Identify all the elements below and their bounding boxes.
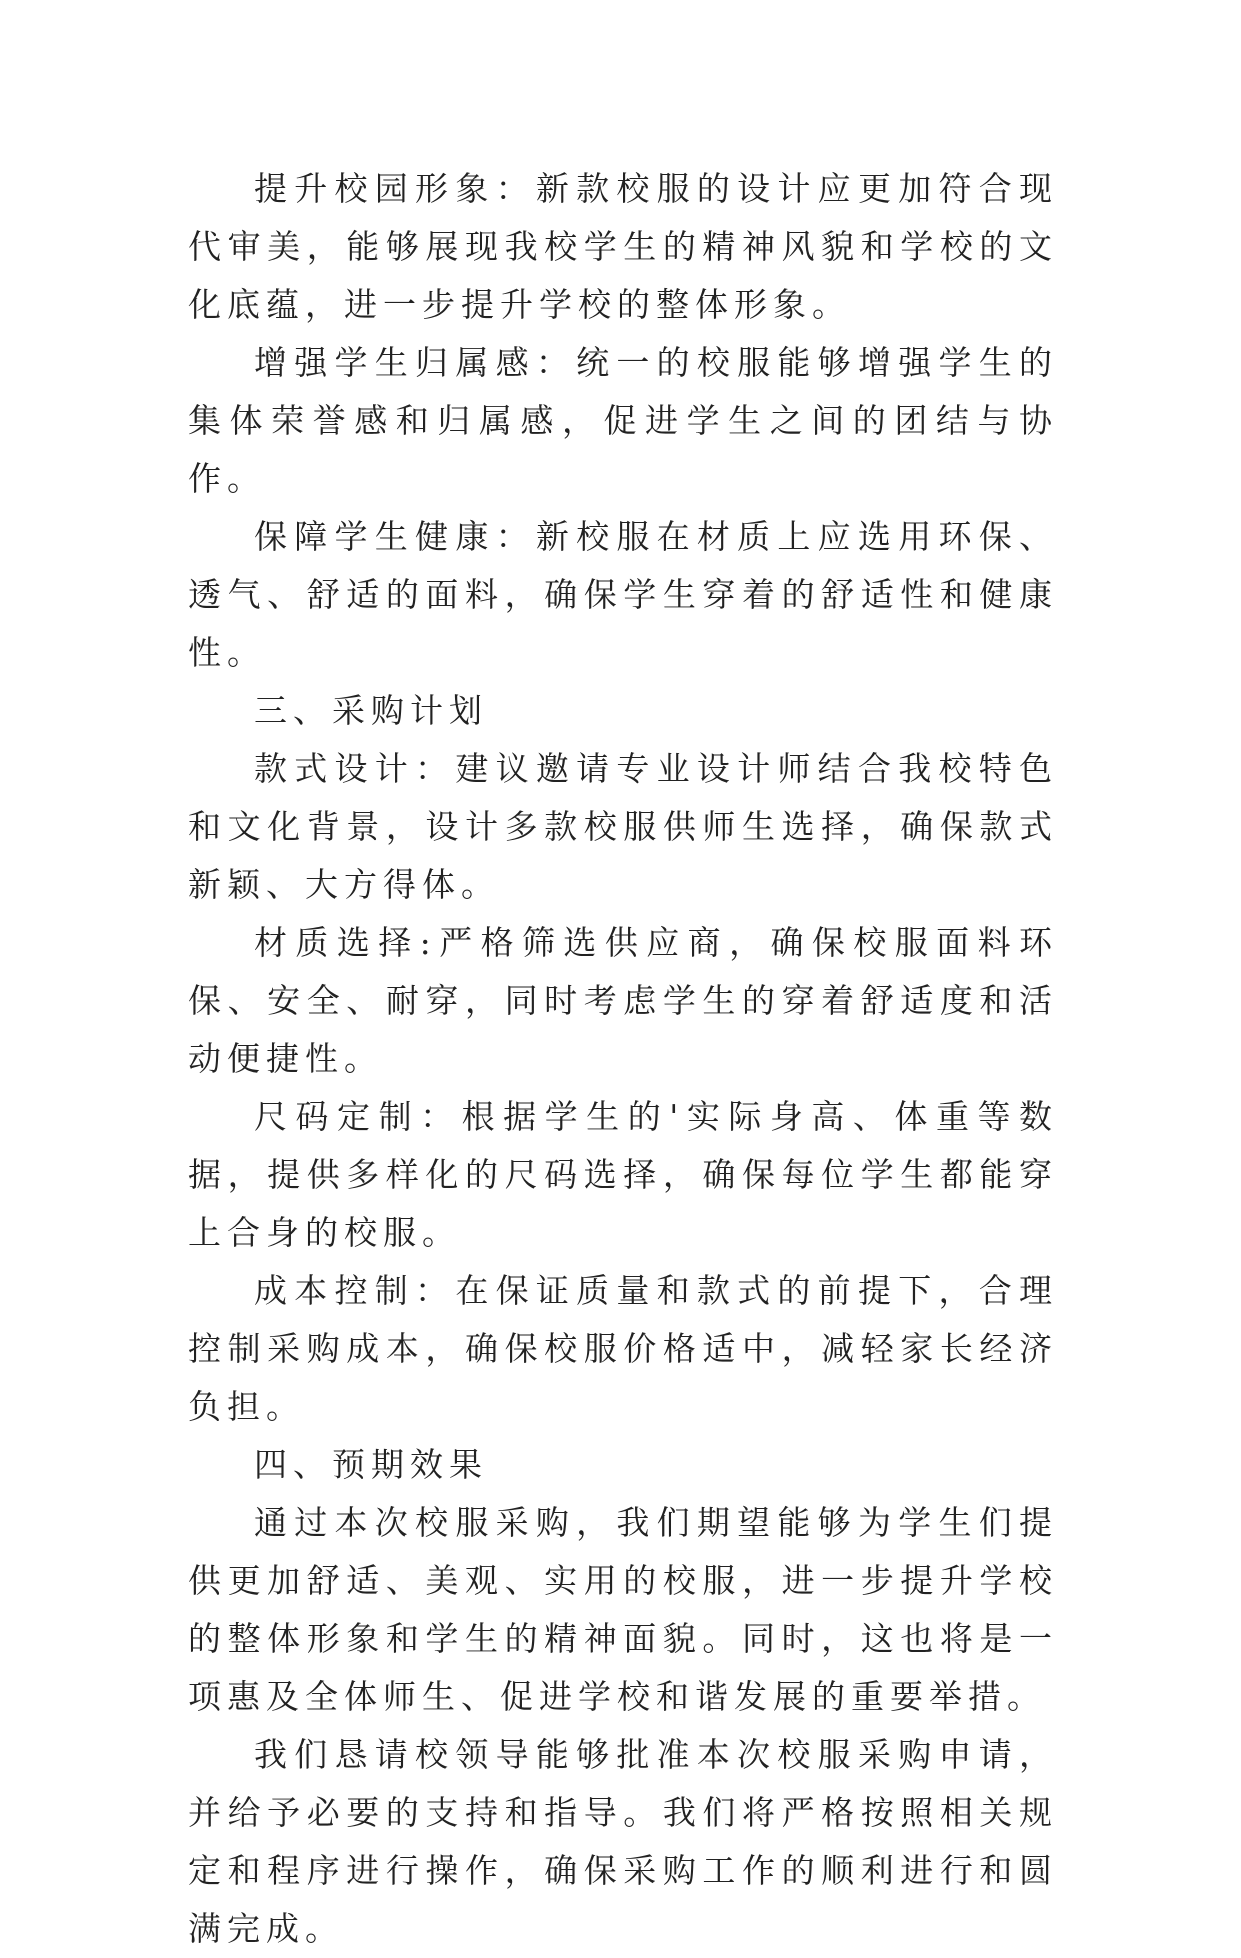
paragraph-expected-effect: 通过本次校服采购，我们期望能够为学生们提供更加舒适、美观、实用的校服，进一步提升学校的整体形象和学生的精神面貌。同时，这也将是一项惠及全体师生、促进学校和谐发展的重要举措。 (188, 1503, 1058, 1716)
paragraph-style-design: 款式设计：建议邀请专业设计师结合我校特色和文化背景，设计多款校服供师生选择，确保款式新颖、大方得体。 (188, 749, 1058, 904)
document-body (188, 160, 1058, 1958)
paragraph-cost-control: 成本控制：在保证质量和款式的前提下，合理控制采购成本，确保校服价格适中，减轻家长经济负担。 (188, 1271, 1058, 1426)
paragraph-campus-image: 提升校园形象：新款校服的设计应更加符合现代审美，能够展现我校学生的精神风貌和学校的文化底蕴，进一步提升学校的整体形象。 (188, 169, 1058, 324)
paragraph-request: 我们恳请校领导能够批准本次校服采购申请，并给予必要的支持和指导。我们将严格按照相关规定和程序进行操作，确保采购工作的顺利进行和圆满完成。 (188, 1735, 1058, 1948)
paragraph-belonging: 增强学生归属感：统一的校服能够增强学生的集体荣誉感和归属感，促进学生之间的团结与协作。 (188, 343, 1058, 498)
section-heading-procurement-plan: 三、采购计划 (254, 691, 488, 730)
section-heading-expected-effect: 四、预期效果 (254, 1445, 488, 1484)
paragraph-material-selection: 材质选择:严格筛选供应商，确保校服面料环保、安全、耐穿，同时考虑学生的穿着舒适度和活动便捷性。 (188, 923, 1058, 1078)
paragraph-size-customization: 尺码定制：根据学生的'实际身高、体重等数据，提供多样化的尺码选择，确保每位学生都能穿上合身的校服。 (188, 1097, 1058, 1252)
paragraph-health: 保障学生健康：新校服在材质上应选用环保、透气、舒适的面料，确保学生穿着的舒适性和健康性。 (188, 517, 1058, 672)
